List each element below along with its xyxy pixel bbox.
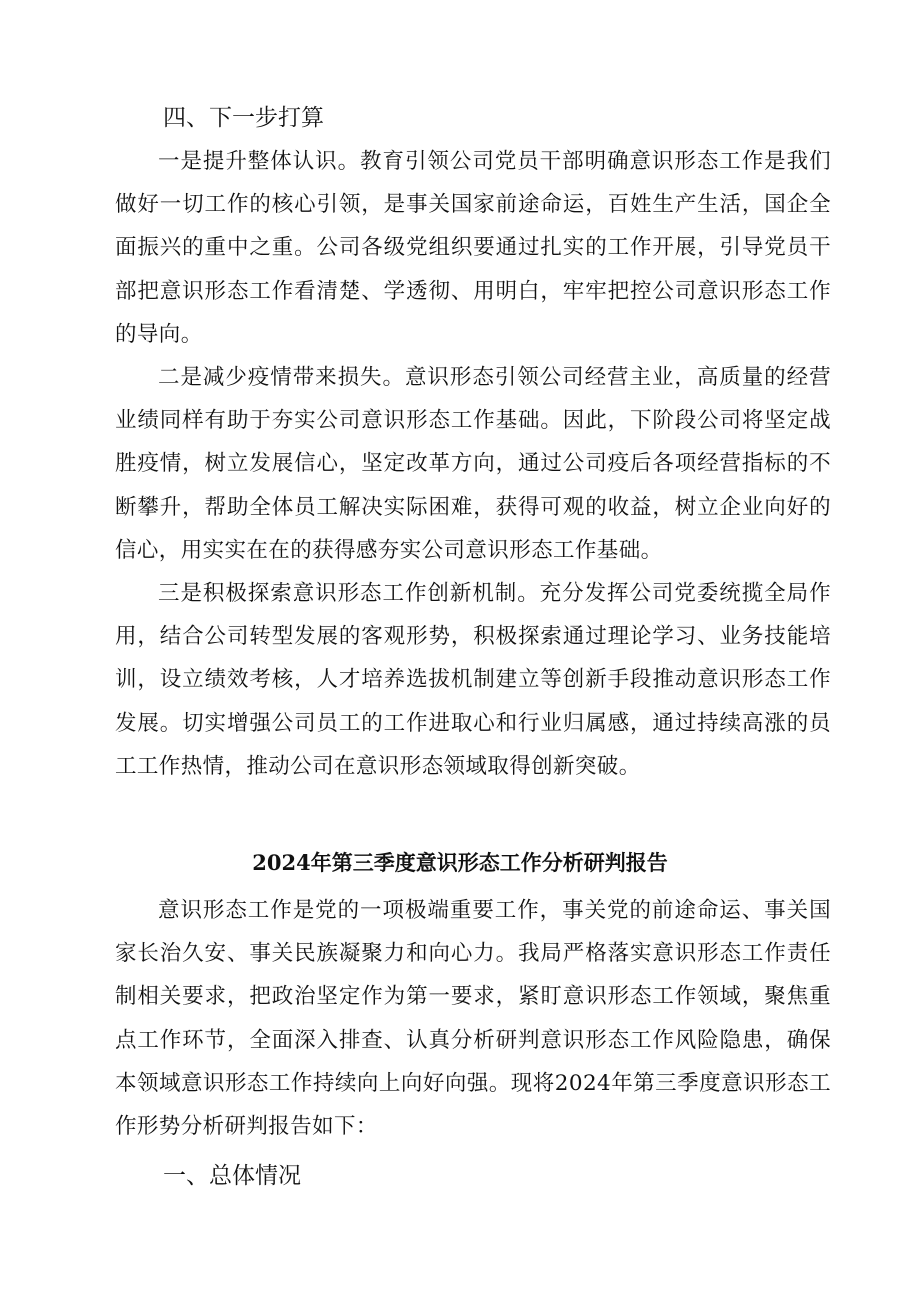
paragraph-raise-awareness: 一是提升整体认识。教育引领公司党员干部明确意识形态工作是我们做好一切工作的核心引领，是事关国家前途命运，百姓生产生活，国企全面振兴的重中之重。公司各级党组织要通过扎实的工作开展，引导党员干部把意识形态工作看清楚、学透彻、用明白，牢牢把控公司意识形态工作的导向。 [115, 149, 831, 347]
section-one-heading: 一、总体情况 [163, 1163, 301, 1189]
report-intro-paragraph: 意识形态工作是党的一项极端重要工作，事关党的前途命运、事关国家长治久安、事关民族凝聚力和向心力。我局严格落实意识形态工作责任制相关要求，把政治坚定作为第一要求，紧盯意识形态工作领域，聚焦重点工作环节，全面深入排查、认真分析研判意识形态工作风险隐患，确保本领域意识形态工作持续向上向好向强。现将2024年第三季度意识形态工作形势分析研判报告如下： [115, 898, 831, 1140]
section-four-heading: 四、下一步打算 [163, 105, 324, 131]
paragraph-innovation-mechanism: 三是积极探索意识形态工作创新机制。充分发挥公司党委统揽全局作用，结合公司转型发展的客观形势，积极探索通过理论学习、业务技能培训，设立绩效考核，人才培养选拔机制建立等创新手段推动意识形态工作发展。切实增强公司员工的工作进取心和行业归属感，通过持续高涨的员工工作热情，推动公司在意识形态领域取得创新突破。 [115, 581, 831, 779]
report-title: 2024年第三季度意识形态工作分析研判报告 [252, 850, 668, 875]
paragraph-reduce-losses: 二是减少疫情带来损失。意识形态引领公司经营主业，高质量的经营业绩同样有助于夯实公司意识形态工作基础。因此，下阶段公司将坚定战胜疫情，树立发展信心，坚定改革方向，通过公司疫后各项经营指标的不断攀升，帮助全体员工解决实际困难，获得可观的收益，树立企业向好的信心，用实实在在的获得感夯实公司意识形态工作基础。 [115, 365, 831, 563]
